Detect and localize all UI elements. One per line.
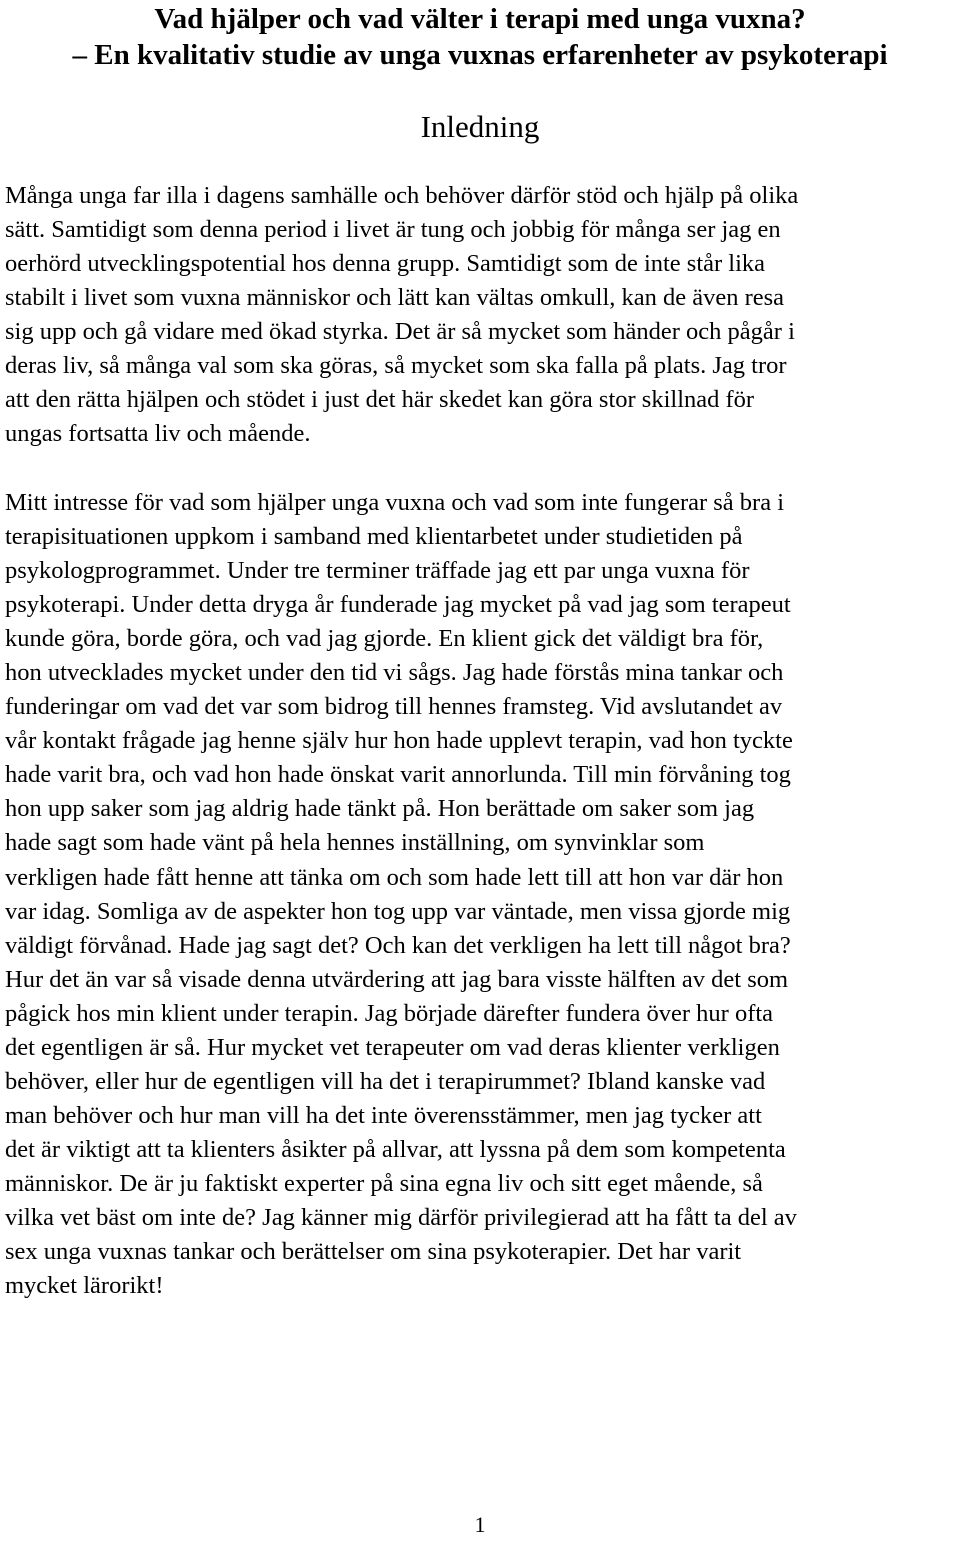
paragraph-line: hade sagt som hade vänt på hela hennes inställning, om synvinklar som	[5, 829, 705, 857]
paragraph-intro	[5, 179, 955, 451]
paragraph-line: sex unga vuxnas tankar och berättelser om sina psykoterapier. Det har varit	[5, 1238, 742, 1266]
paragraph-line: hon utvecklades mycket under den tid vi sågs. Jag hade förstås mina tankar och	[5, 659, 784, 687]
paragraph-line: ungas fortsatta liv och mående.	[5, 420, 311, 448]
paragraph-line: människor. De är ju faktiskt experter på sina egna liv och sitt eget mående, så	[5, 1169, 763, 1197]
paragraph-line: kunde göra, borde göra, och vad jag gjorde. En klient gick det väldigt bra för,	[5, 625, 764, 653]
paragraph-line: sig upp och gå vidare med ökad styrka. Det är så mycket som händer och pågår i	[5, 318, 795, 346]
paragraph-line: verkligen hade fått henne att tänka om och som hade lett till att hon var där hon	[5, 863, 784, 891]
paragraph-line: psykologprogrammet. Under tre terminer träffade jag ett par unga vuxna för	[5, 557, 750, 585]
section-heading: Inledning	[420, 109, 540, 144]
paragraph-line: vår kontakt frågade jag henne själv hur hon hade upplevt terapin, vad hon tyckte	[5, 727, 793, 755]
paragraph-line: väldigt förvånad. Hade jag sagt det? Och kan det verkligen ha lett till något bra?	[5, 931, 791, 959]
paragraph-line: Hur det än var så visade denna utvärdering att jag bara visste hälften av det som	[5, 965, 789, 993]
paragraph-line: att den rätta hjälpen och stödet i just det här skedet kan göra stor skillnad för	[5, 386, 755, 414]
page-number: 1	[474, 1512, 486, 1537]
paragraph-line: mycket lärorikt!	[5, 1272, 164, 1300]
paragraph-line: var idag. Somliga av de aspekter hon tog upp var väntade, men vissa gjorde mig	[5, 897, 791, 925]
paragraph-line: terapisituationen uppkom i samband med klientarbetet under studietiden på	[5, 523, 743, 551]
paragraph-line: vilka vet bäst om inte de? Jag känner mig därför privilegierad att ha fått ta del av	[5, 1203, 797, 1231]
paragraph-line: hade varit bra, och vad hon hade önskat varit annorlunda. Till min förvåning tog	[5, 761, 791, 789]
paragraph-line: funderingar om vad det var som bidrog till hennes framsteg. Vid avslutandet av	[5, 693, 783, 721]
paragraph-line: psykoterapi. Under detta dryga år funderade jag mycket på vad jag som terapeut	[5, 591, 791, 619]
document-title-line-1: Vad hjälper och vad välter i terapi med unga vuxna?	[154, 3, 806, 35]
paragraph-interest	[5, 486, 955, 1303]
paragraph-line: Många unga far illa i dagens samhälle och behöver därför stöd och hjälp på olika	[5, 182, 799, 209]
paragraph-line: man behöver och hur man vill ha det inte överensstämmer, men jag tycker att	[5, 1101, 762, 1129]
paragraph-line: hon upp saker som jag aldrig hade tänkt på. Hon berättade om saker som jag	[5, 795, 755, 823]
paragraph-line: deras liv, så många val som ska göras, så mycket som ska falla på plats. Jag tror	[5, 352, 787, 380]
paragraph-line: det egentligen är så. Hur mycket vet terapeuter om vad deras klienter verkligen	[5, 1033, 780, 1061]
paragraph-line: behöver, eller hur de egentligen vill ha det i terapirummet? Ibland kanske vad	[5, 1067, 766, 1095]
paragraph-line: pågick hos min klient under terapin. Jag började därefter fundera över hur ofta	[5, 999, 774, 1027]
paragraph-line: Mitt intresse för vad som hjälper unga vuxna och vad som inte fungerar så bra i	[5, 489, 785, 516]
paragraph-line: stabilt i livet som vuxna människor och lätt kan vältas omkull, kan de även resa	[5, 284, 785, 312]
paragraph-line: oerhörd utvecklingspotential hos denna grupp. Samtidigt som de inte står lika	[5, 250, 766, 278]
document-title-line-2: – En kvalitativ studie av unga vuxnas erfarenheter av psykoterapi	[72, 39, 888, 71]
paragraph-line: det är viktigt att ta klienters åsikter på allvar, att lyssna på dem som kompetenta	[5, 1135, 786, 1163]
paragraph-line: sätt. Samtidigt som denna period i livet är tung och jobbig för många ser jag en	[5, 216, 781, 244]
